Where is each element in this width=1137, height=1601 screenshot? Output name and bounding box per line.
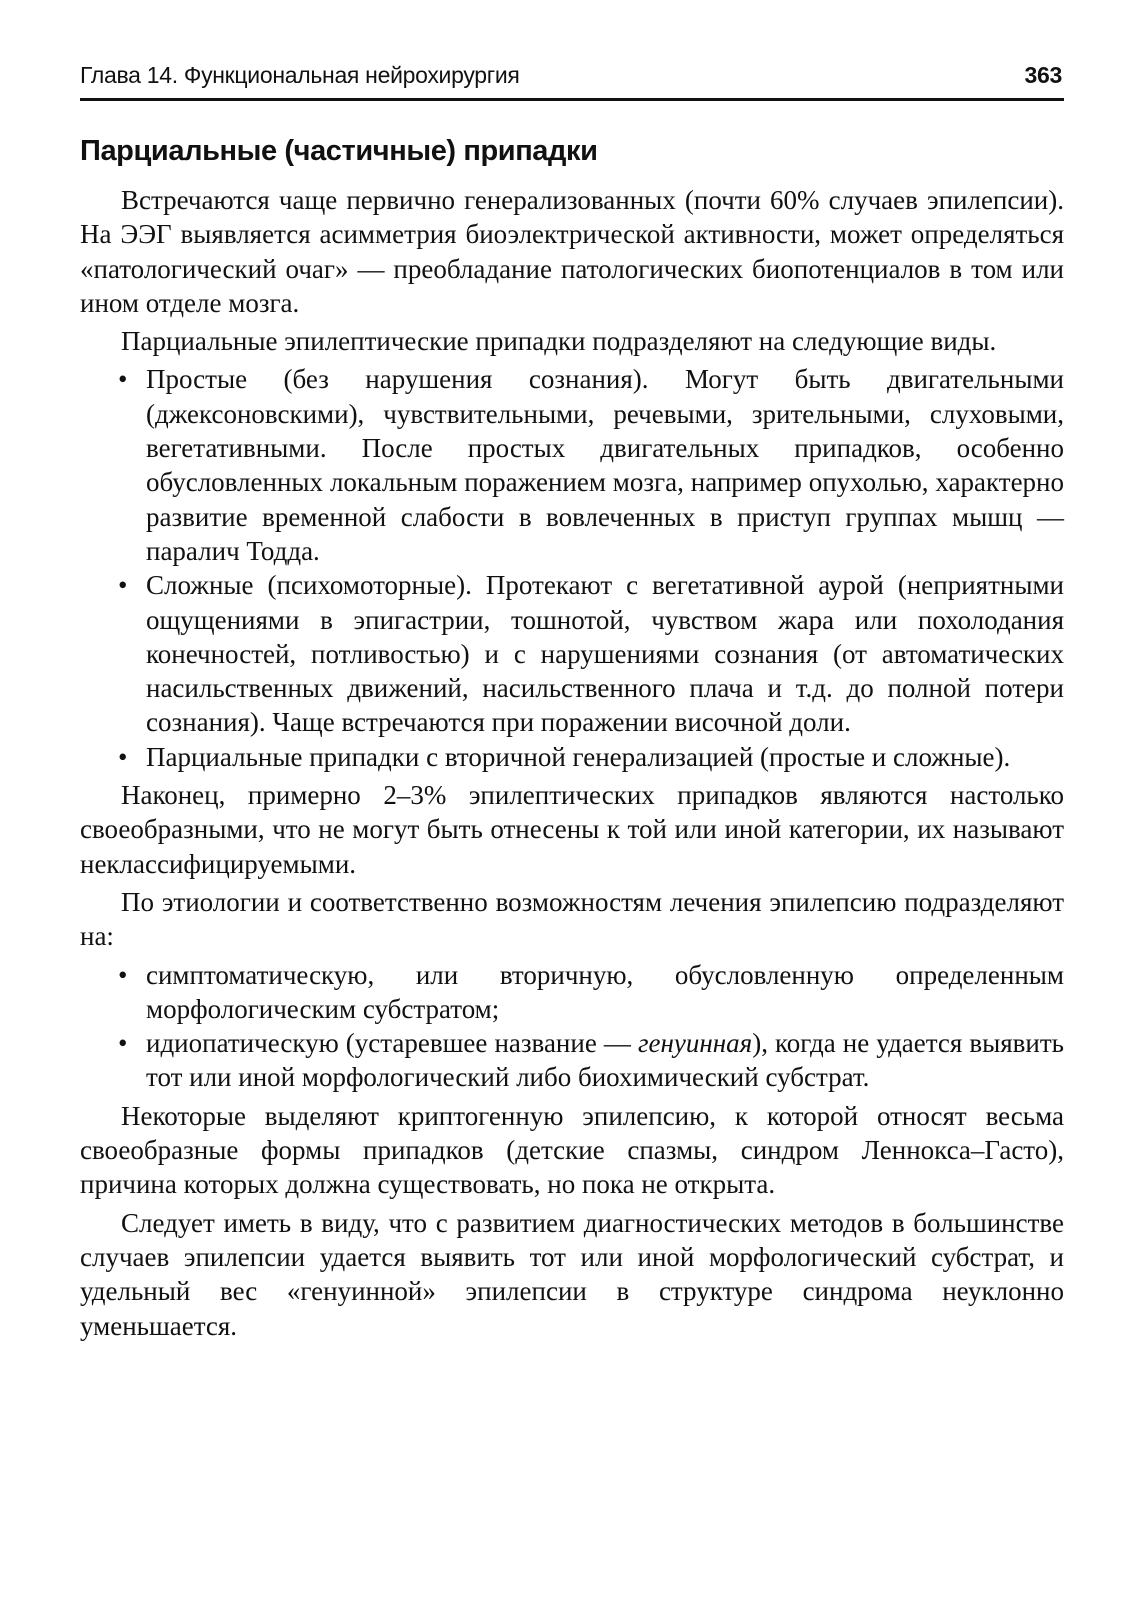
list-item-text: Сложные (психомоторные). Протекают с вегетативной аурой (неприятными ощущениями в эпигастрии, тошнотой, чувством жара или похолодания конечностей, потливостью) и с нарушениями сознания (от автоматических насильственных движений, насильственного плача и т.д. до полной потери сознания). Чаще встречаются при поражении височной доли. (146, 570, 1064, 738)
italic-term: генуинная (637, 1028, 753, 1059)
chapter-title: Глава 14. Функциональная нейрохирургия (80, 62, 520, 88)
running-header (80, 58, 1064, 101)
page-number: 363 (1024, 62, 1062, 88)
paragraph: Наконец, примерно 2–3% эпилептических припадков являются настолько своеобразными, что не могут быть отнесены к той или иной категории, их называют неклассифицируемыми. (80, 780, 1064, 879)
list-item-text (146, 1028, 1064, 1092)
bullet-icon: • (118, 741, 128, 772)
bullet-icon: • (118, 959, 128, 990)
text-run: ), когда не удается выявить тот или иной морфологический либо биохимический субстрат. (146, 1028, 1064, 1093)
list-item (118, 1026, 1064, 1095)
list-item (118, 740, 1064, 774)
paragraph: Следует иметь в виду, что с развитием диагностических методов в большинстве случаев эпилепсии удается выявить тот или иной морфологический субстрат, и удельный вес «генуинной» эпилепсии в структуре синдрома неуклонно уменьшается. (80, 1207, 1064, 1341)
text-run: идиопатическую (устаревшее название — (146, 1028, 638, 1059)
bullet-icon: • (118, 364, 128, 395)
list-item (118, 362, 1064, 568)
paragraph: Встречаются чаще первично генерализованных (почти 60% случаев эпилепсии). На ЭЭГ выявляется асимметрия биоэлектрической активности, может определяться «патологический очаг» — преобладание патологических биопотенциалов в том или ином отделе мозга. (80, 185, 1064, 318)
list-item-text: симптоматическую, или вторичную, обусловленную определенным морфологическим субстратом; (146, 959, 1064, 1024)
list-item-text: Парциальные припадки с вторичной генерализацией (простые и сложные). (146, 741, 1011, 772)
list-item-text: Простые (без нарушения сознания). Могут быть двигательными (джексоновскими), чувствительными, речевыми, зрительными, слуховыми, вегетативными. После простых двигательных припадков, особенно обусловленных локальным поражением мозга, например опухолью, характерно развитие временной слабости в вовлеченных в приступ группах мышц — паралич Тодда. (146, 364, 1064, 566)
bullet-icon: • (118, 570, 128, 601)
section-heading: Парциальные (частичные) припадки (80, 135, 598, 167)
bullet-list-seizure-types (80, 362, 1064, 774)
book-page (80, 58, 1064, 1347)
paragraph: Парциальные эпилептические припадки подразделяют на следующие виды. (121, 326, 997, 357)
list-item (118, 958, 1064, 1027)
body-text (80, 183, 1064, 1343)
paragraph: По этиологии и соответственно возможностям лечения эпилепсию подразделяют на: (80, 886, 1064, 952)
bullet-icon: • (118, 1028, 128, 1059)
list-item (118, 568, 1064, 739)
paragraph: Некоторые выделяют криптогенную эпилепсию, к которой относят весьма своеобразные формы припадков (детские спазмы, синдром Леннокса–Гасто), причина которых должна существовать, но пока не открыта. (80, 1100, 1064, 1200)
bullet-list-etiology (80, 958, 1064, 1095)
